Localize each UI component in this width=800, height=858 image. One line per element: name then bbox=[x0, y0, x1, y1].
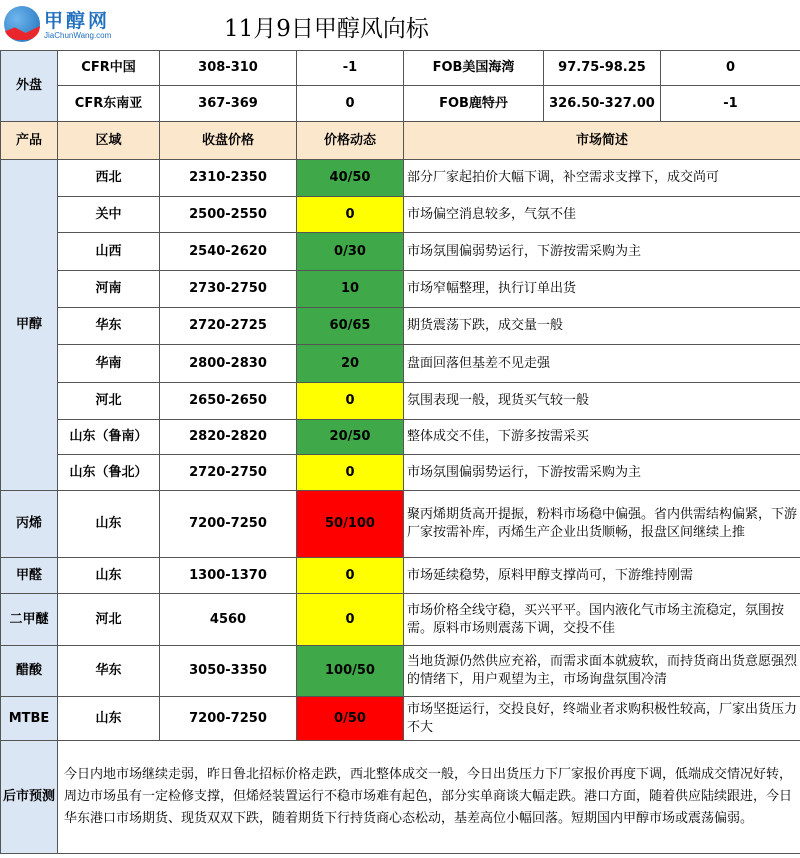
region-cell: 华东 bbox=[58, 308, 160, 345]
change-cell: 20/50 bbox=[297, 420, 404, 455]
outer-price: 367-369 bbox=[160, 86, 297, 122]
outer-change: -1 bbox=[661, 86, 800, 122]
product-row bbox=[1, 308, 800, 345]
product-row bbox=[1, 594, 800, 646]
region-cell: 山东 bbox=[58, 697, 160, 741]
summary-cell: 市场偏空消息较多，气氛不佳 bbox=[404, 197, 800, 233]
change-cell: 100/50 bbox=[297, 646, 404, 697]
price-cell: 2650-2650 bbox=[160, 383, 297, 420]
outer-change: -1 bbox=[297, 51, 404, 86]
page-title: 11月9日甲醇风向标 bbox=[224, 16, 429, 42]
summary-cell: 氛围表现一般，现货买气较一般 bbox=[404, 383, 800, 420]
header-product: 产品 bbox=[1, 122, 58, 160]
region-cell: 山东 bbox=[58, 491, 160, 558]
outer-label: 外盘 bbox=[1, 51, 58, 122]
outer-name: FOB美国海湾 bbox=[404, 51, 544, 86]
product-row bbox=[1, 197, 800, 233]
market-table bbox=[0, 50, 800, 854]
product-label: 二甲醚 bbox=[1, 594, 58, 646]
price-cell: 2500-2550 bbox=[160, 197, 297, 233]
outer-name: FOB鹿特丹 bbox=[404, 86, 544, 122]
change-cell: 0/30 bbox=[297, 233, 404, 271]
outer-change: 0 bbox=[297, 86, 404, 122]
price-cell: 2820-2820 bbox=[160, 420, 297, 455]
outer-name: CFR中国 bbox=[58, 51, 160, 86]
change-cell: 60/65 bbox=[297, 308, 404, 345]
product-row bbox=[1, 345, 800, 383]
change-cell: 40/50 bbox=[297, 160, 404, 197]
summary-cell: 市场延续稳势，原料甲醇支撑尚可，下游维持刚需 bbox=[404, 558, 800, 594]
price-cell: 7200-7250 bbox=[160, 697, 297, 741]
product-label: 丙烯 bbox=[1, 491, 58, 558]
summary-cell: 市场氛围偏弱势运行，下游按需采购为主 bbox=[404, 455, 800, 491]
change-cell: 0 bbox=[297, 455, 404, 491]
region-cell: 关中 bbox=[58, 197, 160, 233]
change-cell: 10 bbox=[297, 271, 404, 308]
outer-name: CFR东南亚 bbox=[58, 86, 160, 122]
product-row bbox=[1, 383, 800, 420]
logo[interactable] bbox=[4, 4, 122, 46]
header-summary: 市场简述 bbox=[404, 122, 800, 160]
summary-cell: 部分厂家起拍价大幅下调，补空需求支撑下，成交尚可 bbox=[404, 160, 800, 197]
outer-price: 97.75-98.25 bbox=[544, 51, 661, 86]
forecast-label: 后市预测 bbox=[1, 741, 58, 854]
header bbox=[0, 0, 800, 50]
product-row bbox=[1, 646, 800, 697]
region-cell: 河北 bbox=[58, 383, 160, 420]
product-row bbox=[1, 697, 800, 741]
header-region: 区域 bbox=[58, 122, 160, 160]
region-cell: 山东 bbox=[58, 558, 160, 594]
product-row bbox=[1, 455, 800, 491]
summary-cell: 市场窄幅整理，执行订单出货 bbox=[404, 271, 800, 308]
region-cell: 华南 bbox=[58, 345, 160, 383]
region-cell: 山东（鲁南） bbox=[58, 420, 160, 455]
product-label: MTBE bbox=[1, 697, 58, 741]
change-cell: 0 bbox=[297, 383, 404, 420]
product-row bbox=[1, 420, 800, 455]
price-cell: 7200-7250 bbox=[160, 491, 297, 558]
forecast-text: 今日内地市场继续走弱，昨日鲁北招标价格走跌，西北整体成交一般，今日出货压力下厂家报价再度下调，低端成交情况好转，周边市场虽有一定检修支撑，但烯烃装置运行不稳市场难有起色，部分实单商谈大幅走跌。港口方面，随着供应陆续跟进，今日华东港口市场期货、现货双双下跌，随着期货下行持货商心态松动，基差高位小幅回落。短期国内甲醇市场或震荡偏弱。 bbox=[58, 741, 800, 854]
product-label: 甲醇 bbox=[1, 160, 58, 491]
product-row bbox=[1, 491, 800, 558]
logo-url: JiaChunWang.com bbox=[44, 31, 112, 40]
summary-cell: 市场价格全线守稳，买兴平平。国内液化气市场主流稳定，氛围按需。原料市场则震荡下调，交投不佳 bbox=[404, 594, 800, 646]
price-cell: 2720-2725 bbox=[160, 308, 297, 345]
header-dynamic: 价格动态 bbox=[297, 122, 404, 160]
change-cell: 20 bbox=[297, 345, 404, 383]
region-cell: 河北 bbox=[58, 594, 160, 646]
summary-cell: 当地货源仍然供应充裕，而需求面本就疲软，而持货商出货意愿强烈的情绪下，用户观望为主，市场询盘氛围冷清 bbox=[404, 646, 800, 697]
summary-cell: 盘面回落但基差不见走强 bbox=[404, 345, 800, 383]
change-cell: 0 bbox=[297, 594, 404, 646]
outer-price: 308-310 bbox=[160, 51, 297, 86]
region-cell: 西北 bbox=[58, 160, 160, 197]
price-cell: 1300-1370 bbox=[160, 558, 297, 594]
outer-change: 0 bbox=[661, 51, 800, 86]
summary-cell: 聚丙烯期货高开提振，粉料市场稳中偏强。省内供需结构偏紧，下游厂家按需补库，丙烯生产企业出货顺畅，报盘区间继续上推 bbox=[404, 491, 800, 558]
outer-row bbox=[1, 86, 800, 122]
change-cell: 0 bbox=[297, 558, 404, 594]
outer-row bbox=[1, 51, 800, 86]
change-cell: 0 bbox=[297, 197, 404, 233]
region-cell: 华东 bbox=[58, 646, 160, 697]
price-cell: 2540-2620 bbox=[160, 233, 297, 271]
price-cell: 2800-2830 bbox=[160, 345, 297, 383]
product-row bbox=[1, 558, 800, 594]
price-cell: 4560 bbox=[160, 594, 297, 646]
change-cell: 50/100 bbox=[297, 491, 404, 558]
change-cell: 0/50 bbox=[297, 697, 404, 741]
summary-cell: 整体成交不佳，下游多按需采买 bbox=[404, 420, 800, 455]
region-cell: 山西 bbox=[58, 233, 160, 271]
price-cell: 2720-2750 bbox=[160, 455, 297, 491]
region-cell: 山东（鲁北） bbox=[58, 455, 160, 491]
forecast-row bbox=[1, 741, 800, 854]
price-cell: 2730-2750 bbox=[160, 271, 297, 308]
price-cell: 2310-2350 bbox=[160, 160, 297, 197]
product-row bbox=[1, 271, 800, 308]
header-price: 收盘价格 bbox=[160, 122, 297, 160]
price-cell: 3050-3350 bbox=[160, 646, 297, 697]
summary-cell: 期货震荡下跌，成交量一般 bbox=[404, 308, 800, 345]
product-label: 醋酸 bbox=[1, 646, 58, 697]
product-row bbox=[1, 233, 800, 271]
header-row bbox=[1, 122, 800, 160]
product-row bbox=[1, 160, 800, 197]
region-cell: 河南 bbox=[58, 271, 160, 308]
summary-cell: 市场氛围偏弱势运行，下游按需采购为主 bbox=[404, 233, 800, 271]
product-label: 甲醛 bbox=[1, 558, 58, 594]
outer-price: 326.50-327.00 bbox=[544, 86, 661, 122]
logo-text: 甲醇网 bbox=[44, 10, 111, 32]
summary-cell: 市场坚挺运行，交投良好，终端业者求购积极性较高，厂家出货压力不大 bbox=[404, 697, 800, 741]
